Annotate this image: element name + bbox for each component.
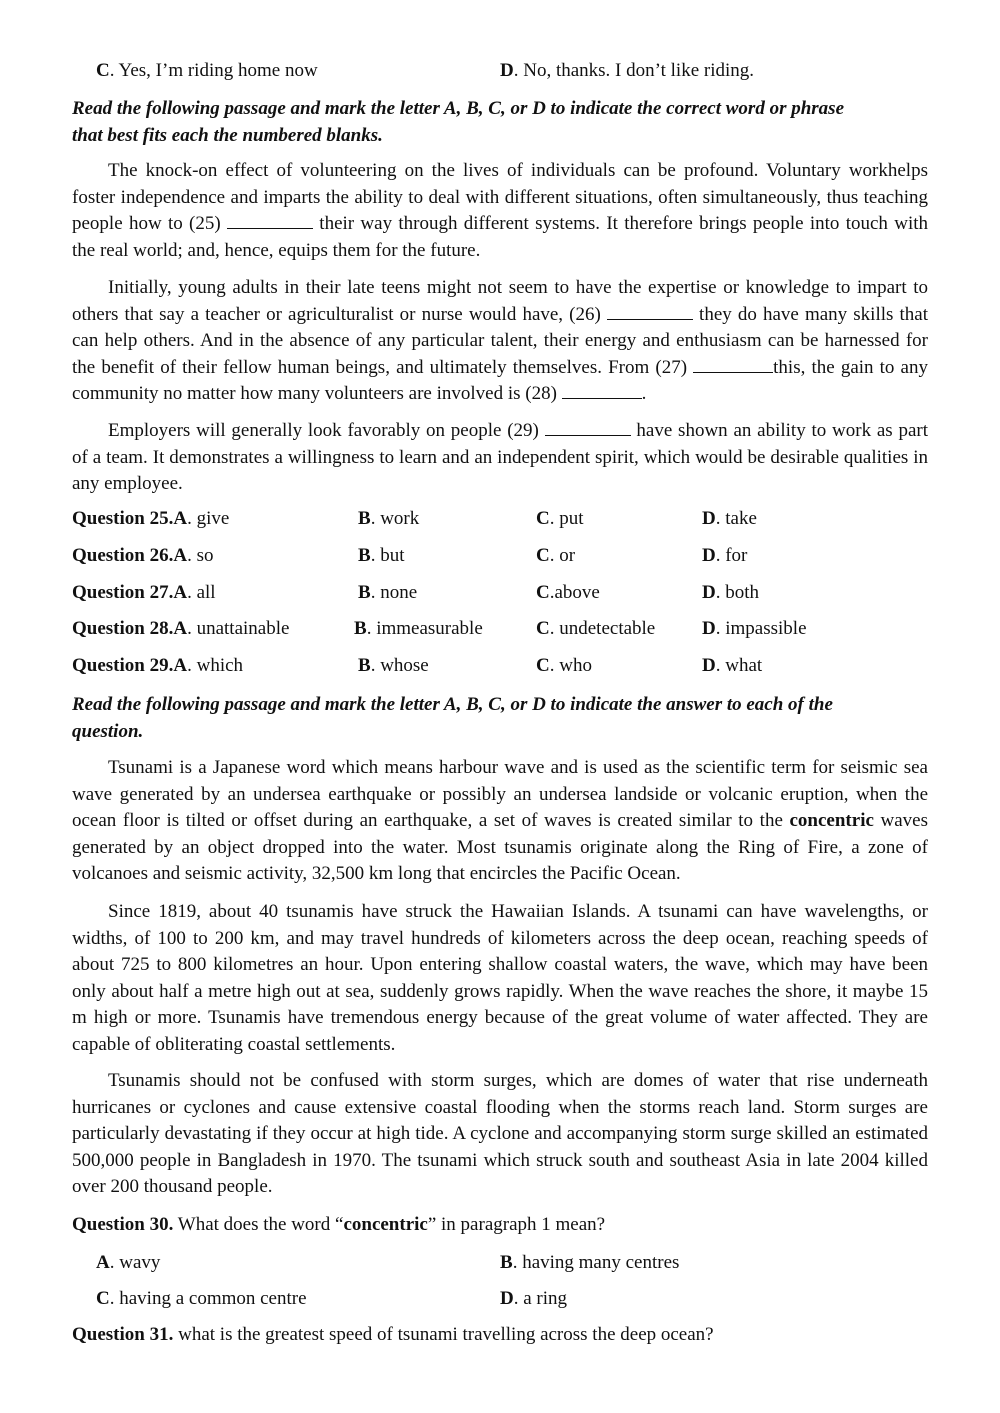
option-d[interactable]: D. take — [702, 508, 757, 529]
option-d-text: take — [725, 508, 757, 529]
option-d[interactable]: D. what — [702, 655, 763, 676]
option-b[interactable]: B. whose — [358, 655, 429, 676]
option-d-text: both — [725, 582, 760, 603]
text: waves generated by an object dropped into the water. Most tsunamis originate along the Ring of Fire, a zone of volcanoes and seismic activity, 32,500 km long that encircles the Pacific Ocean. — [72, 810, 929, 885]
question-label: Question 29. — [72, 655, 174, 676]
text: Since 1819, about 40 tsunamis have struck the Hawaiian Islands. A tsunami can have wavelengths, or widths, of 100 to 200 km, and may travel hundreds of kilometers across the deep ocean, reaching speeds of about 725 to 800 kilometres an hour. Upon entering shallow coastal waters, the wave, which may have been only about half a metre high out at sea, suddenly grows rapidly. When the wave reaches the shore, it maybe 15 m high or more. Tsunamis have tremendous energy because of the great volume of water affected. They are capable of obliterating coastal settlements. — [72, 901, 928, 1055]
text: . — [641, 383, 647, 405]
question-label: Question 26. — [72, 545, 174, 566]
option-b[interactable]: B. immeasurable — [354, 618, 483, 639]
highlighted-word: concentric — [343, 1214, 428, 1235]
option-c[interactable]: C. or — [536, 545, 576, 566]
q30-option-a[interactable]: A. wavy — [96, 1252, 161, 1273]
option-letter: D — [500, 60, 514, 81]
option-d-text: what — [725, 655, 763, 676]
question-26-row — [72, 545, 928, 571]
text: Tsunami is a Japanese word which means harbour wave and is used as the scientific term for seismic sea wave generated by an undersea earthquake or possibly an undersea landside or volcanic eruption, when the ocean floor is tilted or offset during an earthquake, a set of waves is created similar to the — [72, 757, 928, 832]
instruction-line: that best fits each the numbered blanks. — [72, 125, 383, 146]
question-29-row — [72, 655, 928, 681]
question-label: Question 30. — [72, 1214, 174, 1235]
passage1-paragraph-1 — [72, 158, 928, 264]
option-c[interactable]: C. put — [536, 508, 584, 529]
option-c[interactable]: C. who — [536, 655, 592, 676]
option-b-text: work — [380, 508, 420, 529]
question-label: Question 28. — [72, 618, 174, 639]
section1-instruction — [72, 95, 928, 149]
option-b[interactable]: B. but — [358, 545, 405, 566]
option-b[interactable]: B. work — [358, 508, 420, 529]
option-d-text: impassible — [725, 618, 807, 639]
option-b-text: whose — [380, 655, 429, 676]
option-text: . wavy — [109, 1252, 161, 1273]
option-c[interactable]: C. undetectable — [536, 618, 656, 639]
question-label: Question 27. — [72, 582, 174, 603]
text: their way through different systems. It therefore brings people into touch with the real world; and, hence, equips them for the future. — [72, 213, 928, 261]
option-b[interactable]: B. none — [358, 582, 418, 603]
option-d[interactable]: D. both — [702, 582, 760, 603]
instruction-line: question. — [72, 721, 144, 742]
passage2-paragraph-1 — [72, 755, 928, 888]
option-c-text: who — [559, 655, 592, 676]
option-text: . having a common centre — [109, 1288, 307, 1309]
q30-option-c[interactable]: C. having a common centre — [96, 1288, 307, 1309]
option-text: . Yes, I’m riding home now — [109, 60, 318, 81]
option-text: . No, thanks. I don’t like riding. — [513, 60, 755, 81]
text: Initially, young adults in their late teens might not seem to have the expertise or knowledge to impart to others that say a teacher or agriculturalist or nurse would have, (26) — [72, 277, 928, 325]
section2-instruction — [72, 691, 928, 745]
option-text: . a ring — [513, 1288, 568, 1309]
passage2-paragraph-3 — [72, 1068, 928, 1201]
blank-26[interactable] — [607, 303, 693, 320]
question-label: Question 31. — [72, 1324, 174, 1345]
option-d-text: for — [725, 545, 748, 566]
instruction-line: Read the following passage and mark the letter A, B, C, or D to indicate the answer to each of the — [72, 694, 833, 715]
option-d-prev[interactable] — [500, 58, 754, 84]
question-label-option-a[interactable]: Question 26.A. so — [72, 545, 214, 566]
option-c-text: above — [554, 582, 600, 603]
option-a-text: which — [196, 655, 244, 676]
question-label-option-a[interactable]: Question 27.A. all — [72, 582, 216, 603]
question-label-option-a[interactable]: Question 29.A. which — [72, 655, 244, 676]
q30-option-d[interactable]: D. a ring — [500, 1288, 568, 1309]
question-27-row — [72, 582, 928, 608]
question-25-row — [72, 508, 928, 534]
option-a-text: give — [196, 508, 230, 529]
option-text: . having many centres — [512, 1252, 680, 1273]
option-d[interactable]: D. impassible — [702, 618, 807, 639]
q30-option-b[interactable]: B. having many centres — [500, 1252, 680, 1273]
text: they do have many skills that can help others. And in the absence of any particular talent, their energy and enthusiasm can be harnessed for the benefit of their fellow human beings, and ultimately themselves. From (27) — [72, 303, 928, 378]
text: Tsunamis should not be confused with storm surges, which are domes of water that rise underneath hurricanes or cyclones and cause extensive coastal flooding when the storms reach land. Storm surges are particularly devastating if they occur at high tide. A cyclone and accompanying storm surge skilled an estimated 500,000 people in Bangladesh in 1970. The tsunami which struck south and southeast Asia in late 2004 killed over 200 thousand people. — [72, 1070, 928, 1198]
instruction-line: Read the following passage and mark the letter A, B, C, or D to indicate the correct word or phrase — [72, 98, 844, 119]
question-31-stem — [72, 1322, 714, 1348]
blank-25[interactable] — [227, 212, 313, 229]
question-label: Question 25. — [72, 508, 174, 529]
text: what is the greatest speed of tsunami travelling across the deep ocean? — [173, 1324, 714, 1345]
option-a-text: unattainable — [196, 618, 290, 639]
option-c-prev[interactable] — [96, 58, 318, 84]
question-30-stem — [72, 1212, 605, 1238]
text: The knock-on effect of volunteering on the lives of individuals can be profound. Voluntary workhelps foster independence and imparts the ability to deal with different situations, often simultaneously, thus teaching people how to (25) — [72, 160, 928, 235]
option-c-text: undetectable — [559, 618, 656, 639]
text: ” in paragraph 1 mean? — [427, 1214, 606, 1235]
option-b-text: none — [380, 582, 418, 603]
text: have shown an ability to work as part of a team. It demonstrates a willingness to learn and an independent spirit, which would be desirable qualities in any employee. — [72, 420, 928, 495]
question-label-option-a[interactable]: Question 28.A. unattainable — [72, 618, 290, 639]
blank-29[interactable] — [545, 419, 631, 436]
option-letter: C — [96, 60, 110, 81]
passage1-paragraph-3 — [72, 418, 928, 498]
text: What does the word “ — [173, 1214, 344, 1235]
highlighted-word: concentric — [789, 810, 874, 832]
option-c-text: or — [559, 545, 576, 566]
option-a-text: so — [196, 545, 214, 566]
blank-27[interactable] — [693, 356, 773, 373]
option-b-text: but — [380, 545, 405, 566]
blank-28[interactable] — [562, 382, 642, 399]
question-28-row — [72, 618, 928, 644]
passage2-paragraph-2 — [72, 899, 928, 1059]
text: this, the gain to any community no matter how many volunteers are involved is (28) — [72, 356, 928, 405]
option-c-text: put — [559, 508, 584, 529]
option-c[interactable]: C.above — [536, 582, 600, 603]
option-d[interactable]: D. for — [702, 545, 748, 566]
passage1-paragraph-2 — [72, 275, 928, 408]
option-a-text: all — [196, 582, 216, 603]
text: Employers will generally look favorably on people (29) — [108, 420, 545, 441]
option-b-text: immeasurable — [376, 618, 483, 639]
question-label-option-a[interactable]: Question 25.A. give — [72, 508, 230, 529]
